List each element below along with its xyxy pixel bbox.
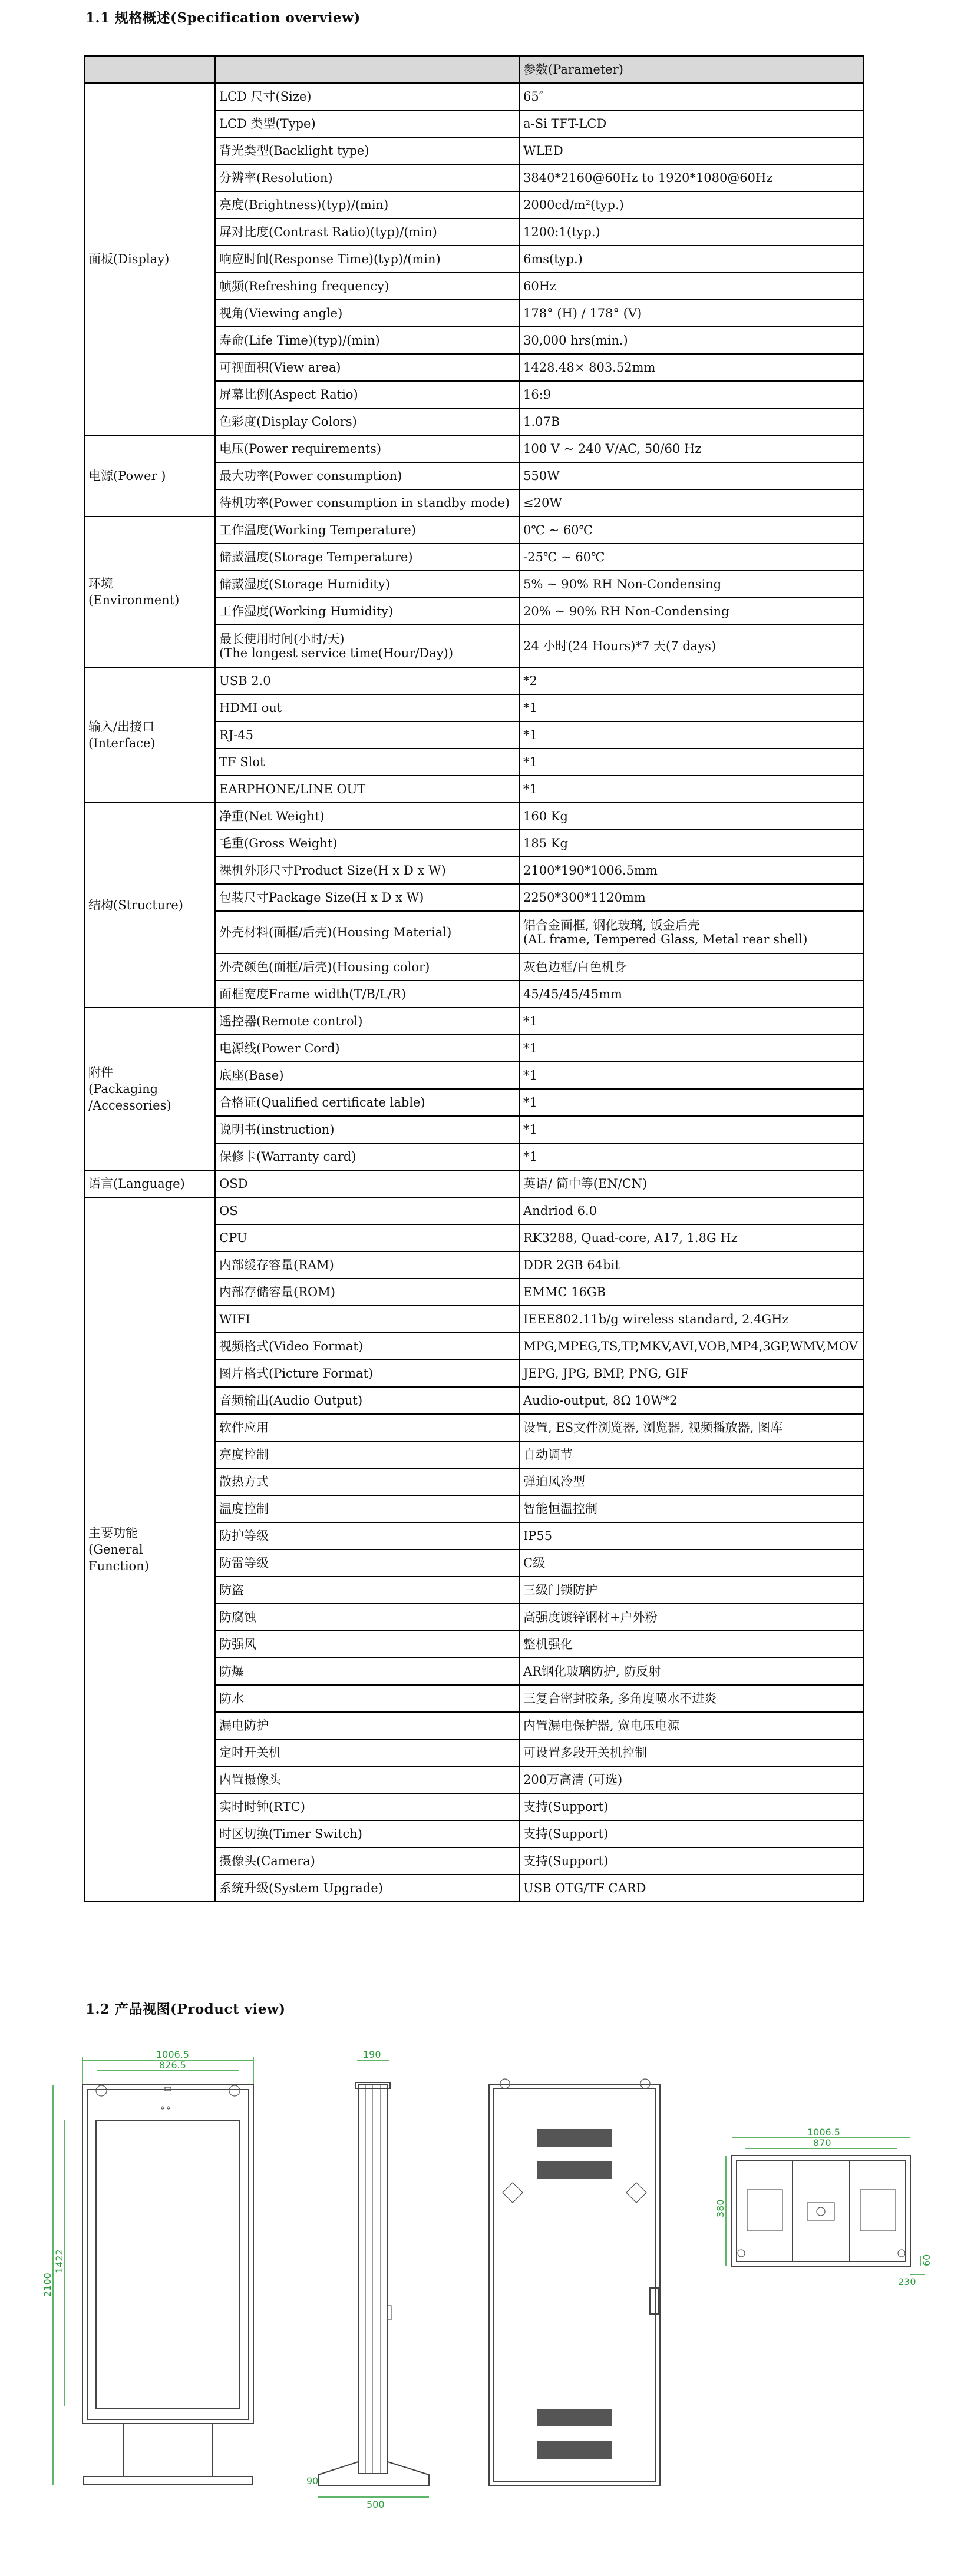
- item-cell: OSD: [215, 1170, 519, 1197]
- table-row: [84, 1197, 863, 1224]
- value-cell: 200万高清 (可选): [519, 1766, 863, 1793]
- item-cell: 面框宽度Frame width(T/B/L/R): [215, 981, 519, 1008]
- item-cell: TF Slot: [215, 749, 519, 776]
- value-cell: -25℃ ~ 60℃: [519, 544, 863, 571]
- header-parameter: 参数(Parameter): [519, 56, 863, 83]
- value-cell: 整机强化: [519, 1631, 863, 1658]
- category-cell: 结构(Structure): [84, 803, 215, 1008]
- top-depth-label: 380: [715, 2199, 726, 2217]
- value-cell: 可设置多段开关机控制: [519, 1739, 863, 1766]
- value-cell: 智能恒温控制: [519, 1495, 863, 1522]
- item-cell: HDMI out: [215, 694, 519, 721]
- value-cell: IP55: [519, 1522, 863, 1549]
- value-cell: 60Hz: [519, 273, 863, 300]
- value-cell: ≤20W: [519, 489, 863, 516]
- item-cell: 帧频(Refreshing frequency): [215, 273, 519, 300]
- top-small-b-label: 60: [921, 2254, 932, 2266]
- value-cell: a-Si TFT-LCD: [519, 110, 863, 137]
- table-row: [84, 1008, 863, 1035]
- item-cell: 寿命(Life Time)(typ)/(min): [215, 327, 519, 354]
- front-height-label: 2100: [42, 2273, 53, 2297]
- category-cell: 附件 (Packaging /Accessories): [84, 1008, 215, 1170]
- item-cell: 待机功率(Power consumption in standby mode): [215, 489, 519, 516]
- item-cell: 外壳颜色(面框/后壳)(Housing color): [215, 953, 519, 981]
- category-cell: 主要功能 (General Function): [84, 1197, 215, 1902]
- item-cell: USB 2.0: [215, 667, 519, 694]
- item-cell: 工作温度(Working Temperature): [215, 516, 519, 544]
- table-row: [84, 516, 863, 544]
- value-cell: *1: [519, 1008, 863, 1035]
- value-cell: 2100*190*1006.5mm: [519, 857, 863, 884]
- item-cell: RJ-45: [215, 721, 519, 749]
- value-cell: 3840*2160@60Hz to 1920*1080@60Hz: [519, 164, 863, 191]
- value-cell: *1: [519, 776, 863, 803]
- side-view-drawing: [306, 2049, 448, 2509]
- value-cell: WLED: [519, 137, 863, 164]
- value-cell: 灰色边框/白色机身: [519, 953, 863, 981]
- top-view-drawing: [713, 2120, 949, 2297]
- item-cell: 时区切换(Timer Switch): [215, 1820, 519, 1847]
- item-cell: 分辨率(Resolution): [215, 164, 519, 191]
- item-cell: 防爆: [215, 1658, 519, 1685]
- item-cell: 实时时钟(RTC): [215, 1793, 519, 1820]
- item-cell: 内置摄像头: [215, 1766, 519, 1793]
- spec-table: [84, 55, 864, 1902]
- item-cell: 防强风: [215, 1631, 519, 1658]
- category-cell: 语言(Language): [84, 1170, 215, 1197]
- value-cell: 自动调节: [519, 1441, 863, 1468]
- top-width-inner-label: 870: [813, 2137, 831, 2148]
- value-cell: 0℃ ~ 60℃: [519, 516, 863, 544]
- item-cell: WIFI: [215, 1306, 519, 1333]
- item-cell: LCD 尺寸(Size): [215, 83, 519, 110]
- item-cell: 漏电防护: [215, 1712, 519, 1739]
- category-cell: 面板(Display): [84, 83, 215, 435]
- value-cell: 160 Kg: [519, 803, 863, 830]
- item-cell: 背光类型(Backlight type): [215, 137, 519, 164]
- item-cell: 内部存储容量(ROM): [215, 1279, 519, 1306]
- item-cell: 净重(Net Weight): [215, 803, 519, 830]
- table-row: [84, 1170, 863, 1197]
- item-cell: 防护等级: [215, 1522, 519, 1549]
- value-cell: C级: [519, 1549, 863, 1577]
- value-cell: 铝合金面框, 钢化玻璃, 钣金后壳 (AL frame, Tempered Glass, Metal rear shell): [519, 911, 863, 953]
- value-cell: 支持(Support): [519, 1847, 863, 1875]
- item-cell: 防腐蚀: [215, 1604, 519, 1631]
- item-cell: 音频输出(Audio Output): [215, 1387, 519, 1414]
- back-view-drawing: [480, 2049, 669, 2509]
- item-cell: 最大功率(Power consumption): [215, 462, 519, 489]
- value-cell: 16:9: [519, 381, 863, 408]
- value-cell: 1200:1(typ.): [519, 218, 863, 246]
- value-cell: 高强度镀锌钢材+户外粉: [519, 1604, 863, 1631]
- item-cell: 工作湿度(Working Humidity): [215, 598, 519, 625]
- item-cell: 防盗: [215, 1577, 519, 1604]
- item-cell: 底座(Base): [215, 1062, 519, 1089]
- item-cell: 储藏温度(Storage Temperature): [215, 544, 519, 571]
- table-row: [84, 667, 863, 694]
- value-cell: Audio-output, 8Ω 10W*2: [519, 1387, 863, 1414]
- value-cell: MPG,MPEG,TS,TP,MKV,AVI,VOB,MP4,3GP,WMV,MOV: [519, 1333, 863, 1360]
- value-cell: *1: [519, 749, 863, 776]
- table-row: [84, 83, 863, 110]
- item-cell: 说明书(instruction): [215, 1116, 519, 1143]
- value-cell: RK3288, Quad-core, A17, 1.8G Hz: [519, 1224, 863, 1251]
- value-cell: 5% ~ 90% RH Non-Condensing: [519, 571, 863, 598]
- value-cell: 45/45/45/45mm: [519, 981, 863, 1008]
- side-depth-label: 190: [363, 2049, 381, 2060]
- item-cell: 图片格式(Picture Format): [215, 1360, 519, 1387]
- value-cell: 支持(Support): [519, 1793, 863, 1820]
- value-cell: DDR 2GB 64bit: [519, 1251, 863, 1279]
- item-cell: EARPHONE/LINE OUT: [215, 776, 519, 803]
- value-cell: 支持(Support): [519, 1820, 863, 1847]
- item-cell: 色彩度(Display Colors): [215, 408, 519, 435]
- value-cell: 185 Kg: [519, 830, 863, 857]
- value-cell: 20% ~ 90% RH Non-Condensing: [519, 598, 863, 625]
- item-cell: 响应时间(Response Time)(typ)/(min): [215, 246, 519, 273]
- value-cell: 英语/ 简中等(EN/CN): [519, 1170, 863, 1197]
- value-cell: 弹迫风冷型: [519, 1468, 863, 1495]
- item-cell: 外壳材料(面框/后壳)(Housing Material): [215, 911, 519, 953]
- item-cell: 定时开关机: [215, 1739, 519, 1766]
- item-cell: 软件应用: [215, 1414, 519, 1441]
- item-cell: 亮度控制: [215, 1441, 519, 1468]
- item-cell: 裸机外形尺寸Product Size(H x D x W): [215, 857, 519, 884]
- item-cell: 防水: [215, 1685, 519, 1712]
- header-empty-1: [84, 56, 215, 83]
- item-cell: 散热方式: [215, 1468, 519, 1495]
- category-cell: 电源(Power ): [84, 435, 215, 516]
- category-cell: 环境 (Environment): [84, 516, 215, 667]
- item-cell: 毛重(Gross Weight): [215, 830, 519, 857]
- value-cell: Andriod 6.0: [519, 1197, 863, 1224]
- item-cell: 合格证(Qualified certificate lable): [215, 1089, 519, 1116]
- side-base-label: 500: [367, 2499, 385, 2509]
- value-cell: 设置, ES文件浏览器, 浏览器, 视频播放器, 图库: [519, 1414, 863, 1441]
- table-header-row: [84, 56, 863, 83]
- value-cell: 30,000 hrs(min.): [519, 327, 863, 354]
- section-title-product-view: 1.2 产品视图(Product view): [85, 2001, 286, 2017]
- item-cell: 屏幕比例(Aspect Ratio): [215, 381, 519, 408]
- front-view-drawing: [35, 2049, 283, 2509]
- header-empty-2: [215, 56, 519, 83]
- value-cell: *1: [519, 694, 863, 721]
- value-cell: *1: [519, 721, 863, 749]
- item-cell: 电源线(Power Cord): [215, 1035, 519, 1062]
- value-cell: 内置漏电保护器, 宽电压电源: [519, 1712, 863, 1739]
- item-cell: 摄像头(Camera): [215, 1847, 519, 1875]
- front-width-inner-label: 826.5: [159, 2060, 186, 2071]
- value-cell: AR钢化玻璃防护, 防反射: [519, 1658, 863, 1685]
- item-cell: LCD 类型(Type): [215, 110, 519, 137]
- value-cell: 550W: [519, 462, 863, 489]
- top-width-outer-label: 1006.5: [807, 2127, 840, 2138]
- value-cell: 24 小时(24 Hours)*7 天(7 days): [519, 625, 863, 667]
- value-cell: USB OTG/TF CARD: [519, 1875, 863, 1902]
- front-width-outer-label: 1006.5: [156, 2049, 189, 2060]
- value-cell: 1.07B: [519, 408, 863, 435]
- value-cell: 178° (H) / 178° (V): [519, 300, 863, 327]
- value-cell: 三级门锁防护: [519, 1577, 863, 1604]
- item-cell: 温度控制: [215, 1495, 519, 1522]
- item-cell: 视角(Viewing angle): [215, 300, 519, 327]
- table-row: [84, 435, 863, 462]
- value-cell: *1: [519, 1089, 863, 1116]
- value-cell: *1: [519, 1116, 863, 1143]
- value-cell: EMMC 16GB: [519, 1279, 863, 1306]
- value-cell: 三复合密封胶条, 多角度喷水不进炎: [519, 1685, 863, 1712]
- item-cell: 内部缓存容量(RAM): [215, 1251, 519, 1279]
- section-title-spec: 1.1 规格概述(Specification overview): [85, 10, 361, 26]
- item-cell: 可视面积(View area): [215, 354, 519, 381]
- item-cell: 包装尺寸Package Size(H x D x W): [215, 884, 519, 911]
- value-cell: 65″: [519, 83, 863, 110]
- value-cell: JEPG, JPG, BMP, PNG, GIF: [519, 1360, 863, 1387]
- category-cell: 输入/出接口 (Interface): [84, 667, 215, 803]
- item-cell: 电压(Power requirements): [215, 435, 519, 462]
- item-cell: 视频格式(Video Format): [215, 1333, 519, 1360]
- front-height-inner-label: 1422: [54, 2249, 65, 2273]
- value-cell: 100 V ~ 240 V/AC, 50/60 Hz: [519, 435, 863, 462]
- table-row: [84, 803, 863, 830]
- item-cell: 系统升级(System Upgrade): [215, 1875, 519, 1902]
- value-cell: *1: [519, 1035, 863, 1062]
- item-cell: OS: [215, 1197, 519, 1224]
- top-small-a-label: 230: [898, 2276, 916, 2287]
- value-cell: *1: [519, 1143, 863, 1170]
- value-cell: 2250*300*1120mm: [519, 884, 863, 911]
- value-cell: *1: [519, 1062, 863, 1089]
- item-cell: 防雷等级: [215, 1549, 519, 1577]
- item-cell: 亮度(Brightness)(typ)/(min): [215, 191, 519, 218]
- item-cell: 遥控器(Remote control): [215, 1008, 519, 1035]
- side-foot-label: 90: [306, 2475, 319, 2486]
- item-cell: 储藏湿度(Storage Humidity): [215, 571, 519, 598]
- value-cell: *2: [519, 667, 863, 694]
- item-cell: CPU: [215, 1224, 519, 1251]
- item-cell: 保修卡(Warranty card): [215, 1143, 519, 1170]
- item-cell: 屏对比度(Contrast Ratio)(typ)/(min): [215, 218, 519, 246]
- value-cell: IEEE802.11b/g wireless standard, 2.4GHz: [519, 1306, 863, 1333]
- value-cell: 2000cd/m²(typ.): [519, 191, 863, 218]
- value-cell: 6ms(typ.): [519, 246, 863, 273]
- item-cell: 最长使用时间(小时/天) (The longest service time(Hour/Day)): [215, 625, 519, 667]
- value-cell: 1428.48× 803.52mm: [519, 354, 863, 381]
